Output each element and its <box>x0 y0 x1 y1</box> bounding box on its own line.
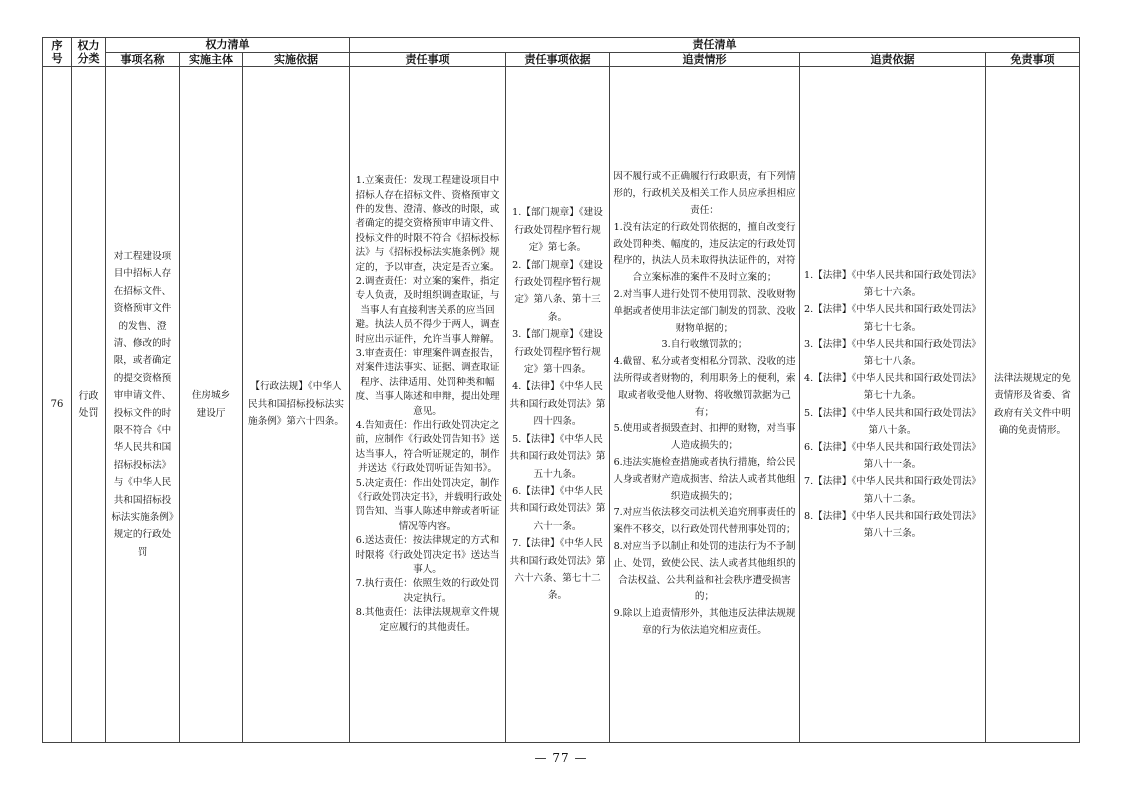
col-group-power-list: 权力清单 <box>106 38 350 53</box>
accountability-item: 4.截留、私分或者变相私分罚款、没收的违法所得或者财物的，利用职务上的便利，索取或者收受他人财物、将收缴罚款据为己有； <box>613 356 796 418</box>
accountability-basis-item: 1.【法律】《中华人民共和国行政处罚法》第七十六条。 <box>803 269 982 299</box>
cell-accountability-basis <box>800 67 986 743</box>
accountability-item: 2.对当事人进行处罚不使用罚款、没收财物单据或者使用非法定部门制发的罚款、没收财物单据的； <box>613 289 796 334</box>
resp-item: 4.告知责任：作出行政处罚决定之前，应制作《行政处罚告知书》送达当事人，符合听证规定的，制作并送达《行政处罚听证告知书》。 <box>355 420 500 475</box>
accountability-basis-item: 6.【法律】《中华人民共和国行政处罚法》第八十一条。 <box>803 442 982 471</box>
resp-basis-item: 1.【部门规章】《建设行政处罚程序暂行规定》第七条。 <box>512 207 603 254</box>
cell-power-class: 行政处罚 <box>72 67 106 743</box>
col-group-responsibility-list: 责任清单 <box>350 38 1080 53</box>
accountability-item: 8.对应当予以制止和处罚的违法行为不予制止、处罚，致使公民、法人或者其他组织的合法权益、公共利益和社会秩序遭受损害的； <box>613 540 796 603</box>
accountability-item: 1.没有法定的行政处罚依据的，擅自改变行政处罚种类、幅度的，违反法定的行政处罚程序的，执法人员未取得执法证件的，对符合立案标准的案件不及时立案的； <box>613 221 796 284</box>
resp-basis-item: 6.【法律】《中华人民共和国行政处罚法》第六十一条。 <box>509 485 606 532</box>
accountability-item: 3.自行收缴罚款的； <box>661 339 748 351</box>
resp-basis-item: 3.【部门规章】《建设行政处罚程序暂行规定》第十四条。 <box>512 329 603 376</box>
resp-basis-item: 7.【法律】《中华人民共和国行政处罚法》第六十六条、第七十二条。 <box>509 538 606 602</box>
cell-seq: 76 <box>43 67 72 743</box>
resp-basis-item: 2.【部门规章】《建设行政处罚程序暂行规定》第八条、第十三条。 <box>512 259 603 323</box>
cell-accountability <box>610 67 800 743</box>
accountability-item: 9.除以上追责情形外，其他违反法律法规规章的行为依法追究相应责任。 <box>613 608 796 636</box>
col-header-exemption: 免责事项 <box>986 53 1080 67</box>
accountability-item: 5.使用或者损毁查封、扣押的财物，对当事人造成损失的； <box>613 423 796 452</box>
col-header-resp-basis: 责任事项依据 <box>506 53 610 67</box>
cell-item-name: 对工程建设项目中招标人存在招标文件、资格预审文件的发售、澄清、修改的时限，或者确定的提交资格预审申请文件、投标文件的时限不符合《中华人民共和国招标投标法》与《中华人民共和国招标投标法实施条例》规定的行政处罚 <box>106 67 180 743</box>
resp-item: 8.其他责任：法律法规规章文件规定应履行的其他责任。 <box>355 607 500 633</box>
accountability-basis-item: 5.【法律】《中华人民共和国行政处罚法》第八十条。 <box>803 407 982 436</box>
accountability-basis-item: 7.【法律】《中华人民共和国行政处罚法》第八十二条。 <box>803 476 982 505</box>
cell-resp-items <box>350 67 506 743</box>
resp-item: 7.执行责任：依照生效的行政处罚决定执行。 <box>355 578 500 604</box>
resp-item: 6.送达责任：按法律规定的方式和时限将《行政处罚决定书》送达当事人。 <box>355 535 500 576</box>
cell-basis: 【行政法规】《中华人民共和国招标投标法实施条例》第六十四条。 <box>243 67 350 743</box>
col-header-basis: 实施依据 <box>243 53 350 67</box>
responsibility-list-table <box>42 37 1080 743</box>
col-header-accountability-basis: 追责依据 <box>800 53 986 67</box>
accountability-item: 因不履行或不正确履行行政职责，有下列情形的，行政机关及相关工作人员应承担相应责任： <box>613 171 796 217</box>
resp-basis-item: 4.【法律】《中华人民共和国行政处罚法》第四十四条。 <box>509 381 606 428</box>
header-row-top <box>43 38 1080 53</box>
col-header-seq: 序号 <box>43 38 72 67</box>
resp-item: 2.调查责任：对立案的案件，指定专人负责，及时组织调查取证，与当事人有直接利害关系的应当回避。执法人员不得少于两人，调查时应出示证件，允许当事人辩解。 <box>355 275 500 345</box>
col-header-subject: 实施主体 <box>180 53 243 67</box>
col-header-resp-items: 责任事项 <box>350 53 506 67</box>
table-row <box>43 67 1080 743</box>
page-number: — 77 — <box>534 751 588 765</box>
resp-basis-item: 5.【法律】《中华人民共和国行政处罚法》第五十九条。 <box>509 433 606 480</box>
resp-item: 1.立案责任：发现工程建设项目中招标人存在招标文件、资格预审文件的发售、澄清、修改的时限，或者确定的提交资格预审申请文件、投标文件的时限不符合《招标投标法》与《招标投标法实施条例》规定的，予以审查，决定是否立案。 <box>355 175 500 273</box>
cell-subject: 住房城乡建设厅 <box>180 67 243 743</box>
resp-item: 3.审查责任：审理案件调查报告，对案件违法事实、证据、调查取证程序、法律适用、处罚种类和幅度、当事人陈述和申辩，提出处理意见。 <box>355 347 500 417</box>
accountability-item: 7.对应当依法移交司法机关追究刑事责任的案件不移交，以行政处罚代替刑事处罚的； <box>613 507 796 536</box>
accountability-basis-item: 2.【法律】《中华人民共和国行政处罚法》第七十七条。 <box>803 304 982 333</box>
header-row-sub <box>43 53 1080 67</box>
cell-exemption: 法律法规规定的免责情形及省委、省政府有关文件中明确的免责情形。 <box>986 67 1080 743</box>
col-header-accountability: 追责情形 <box>610 53 800 67</box>
accountability-basis-item: 3.【法律】《中华人民共和国行政处罚法》第七十八条。 <box>803 338 982 367</box>
accountability-item: 6.违法实施检查措施或者执行措施，给公民人身或者财产造成损害、给法人或者其他组织造成损失的； <box>613 456 796 502</box>
accountability-basis-item: 8.【法律】《中华人民共和国行政处罚法》第八十三条。 <box>803 510 982 540</box>
accountability-basis-item: 4.【法律】《中华人民共和国行政处罚法》第七十九条。 <box>803 373 982 402</box>
resp-item: 5.决定责任：作出处罚决定，制作《行政处罚决定书》，并载明行政处罚告知、当事人陈述申辩或者听证情况等内容。 <box>353 477 502 532</box>
col-header-item-name: 事项名称 <box>106 53 180 67</box>
cell-resp-basis <box>506 67 610 743</box>
col-header-power-class: 权力分类 <box>72 38 106 67</box>
